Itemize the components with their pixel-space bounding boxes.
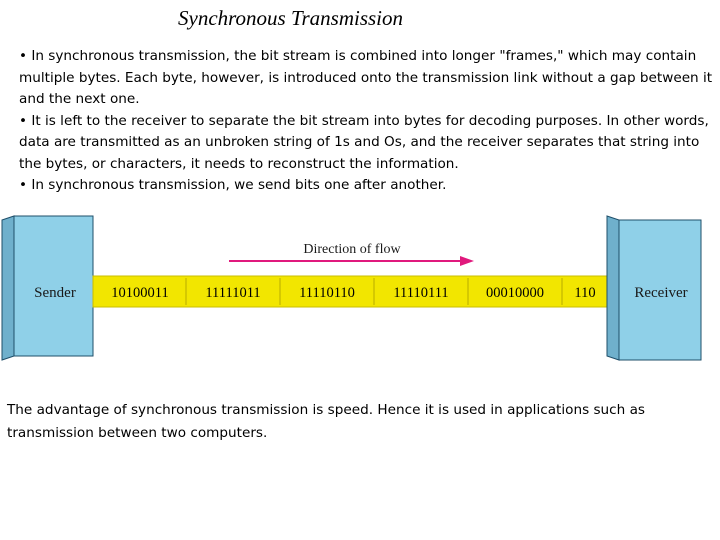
bullet-item: • It is left to the receiver to separate the bit stream into bytes for decoding purposes. In other words, data are transmitted as an unbroken string of 1s and Os, and the receiver separates that string into the bytes, or characters, it needs to reconstruct the information. bbox=[19, 112, 709, 172]
bullet-item: • In synchronous transmission, the bit stream is combined into longer "frames," which may contain multiple bytes. Each byte, however, is introduced onto the transmission link without a gap between it and the next one. bbox=[19, 48, 713, 107]
flow-label: Direction of flow bbox=[303, 242, 401, 257]
byte-label: 110 bbox=[574, 285, 596, 301]
byte-label: 11111011 bbox=[205, 285, 261, 301]
sender-box bbox=[2, 216, 93, 360]
byte-label: 10100011 bbox=[111, 285, 169, 301]
arrowhead-icon bbox=[460, 256, 474, 266]
footer-text-block bbox=[7, 399, 707, 445]
receiver-box bbox=[607, 216, 701, 360]
sender-label: Sender bbox=[34, 285, 76, 301]
page-title: Synchronous Transmission bbox=[178, 6, 404, 30]
byte-label: 11110111 bbox=[393, 285, 449, 301]
footer-text: The advantage of synchronous transmission is speed. Hence it is used in applications such as transmission between two computers. bbox=[7, 402, 645, 441]
receiver-label: Receiver bbox=[634, 285, 688, 301]
transmission-link bbox=[93, 276, 607, 307]
bullet-item: • In synchronous transmission, we send bits one after another. bbox=[19, 177, 447, 193]
flow-indicator bbox=[229, 242, 474, 266]
byte-label: 00010000 bbox=[486, 285, 544, 301]
byte-label: 11110110 bbox=[299, 285, 355, 301]
